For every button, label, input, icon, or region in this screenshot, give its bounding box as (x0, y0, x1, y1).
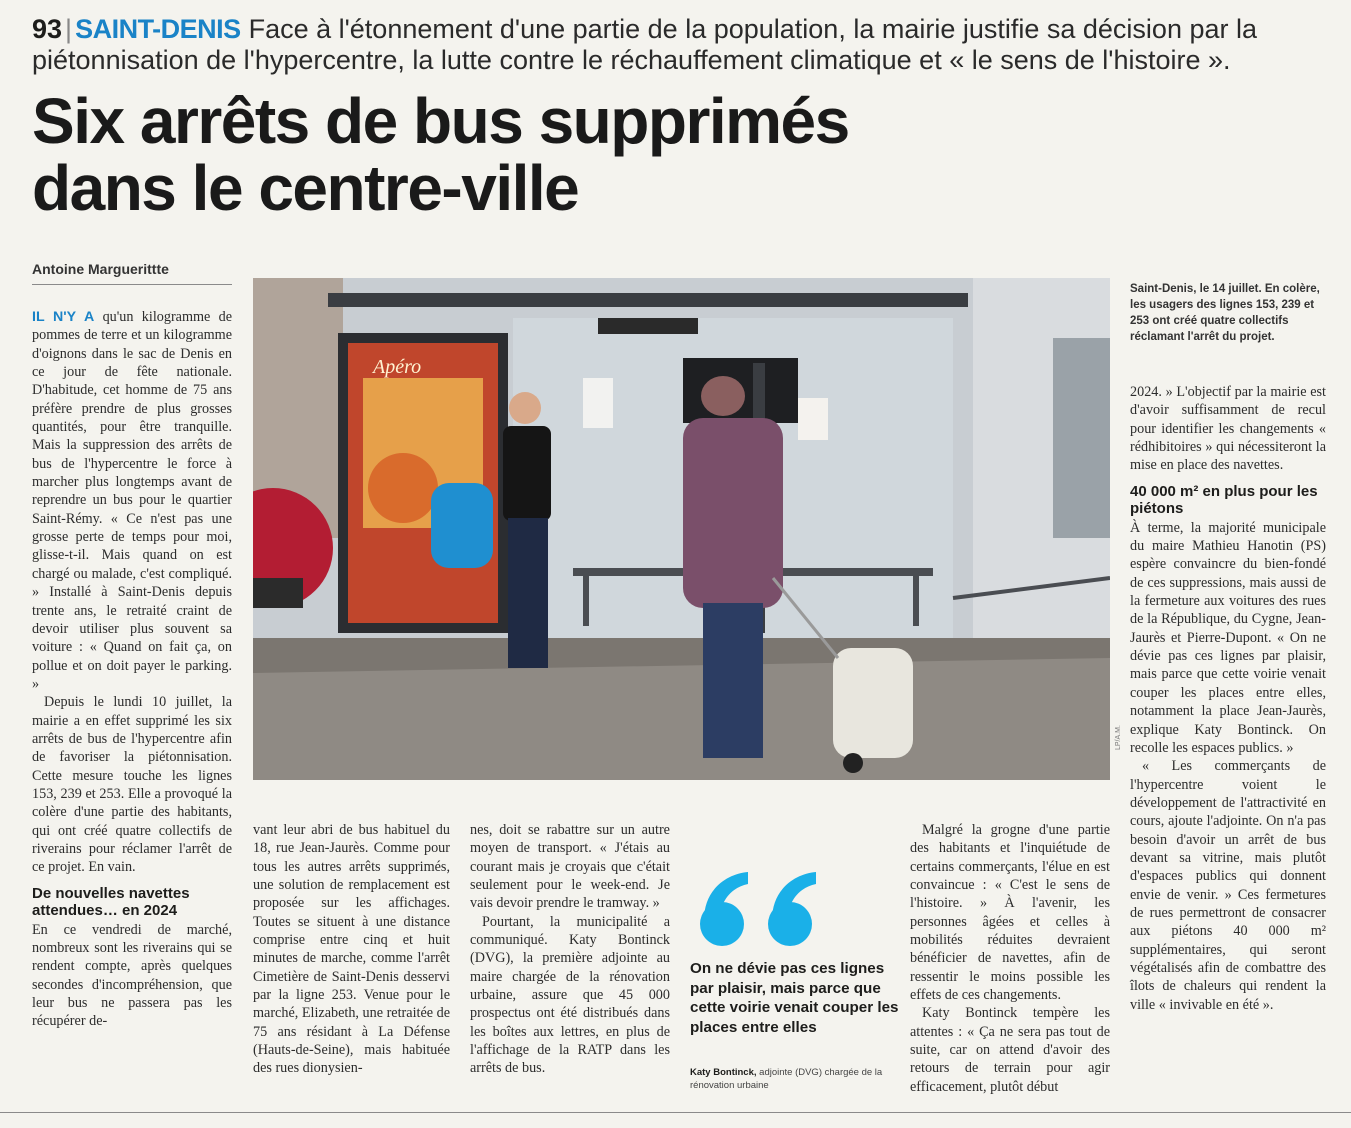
section-separator: | (65, 14, 73, 44)
quote-author: Katy Bontinck, (690, 1067, 757, 1078)
subheading: De nouvelles navettes attendues… en 2024 (32, 884, 190, 919)
lead-in: IL N'Y A (32, 309, 95, 325)
section-name: SAINT-DENIS (75, 14, 241, 44)
pull-quote: On ne dévie pas ces lignes par plaisir, mais parce que cette voirie venait couper les places entre elles (690, 960, 899, 1036)
article-column-1 (32, 308, 232, 1031)
photo-caption: Saint-Denis, le 14 juillet. En colère, les usagers des lignes 153, 239 et 253 ont créé quatre collectifs réclamant l'arrêt du projet. (1130, 283, 1320, 343)
photo-credit: LP/A.M. (1115, 725, 1122, 750)
subheading: 40 000 m² en plus pour les piétons (1130, 482, 1318, 517)
paragraph-text: qu'un kilogramme de pommes de terre et un kilogramme d'oignons dans le sac de Denis en ce jour de fête nationale. D'habitude, cet homme de 75 ans préfère prendre de plus grosses quantités, pour être tranquille. Mais la suppression des arrêts de bus de l'hypercentre le force à marcher plus longtemps avant de reprendre un bus pour le quartier Saint-Rémy. « Ce n'est pas une grosse perte de temps pour moi, glisse-t-il. Mais quand on est chargé ou malade, c'est compliqué. » Installé à Saint-Denis depuis trente ans, le retraité craint de devoir utiliser plus souvent sa voiture : « Quand on fait ça, on pollue et on doit payer le parking. » (32, 309, 233, 692)
paragraph: « Les commerçants de l'hypercentre voient le développement de l'attractivité en cours, ajoute l'adjointe. On n'a pas besoin d'avoir un arrêt de bus devant sa vitrine, mais plutôt d'espaces publics qui donnent envie de venir. » Ces fermetures de rues permettront de consacrer aux piétons 40 000 m² supplémentaires, qui seront végétalisés afin de combattre des îlots de chaleurs qui rendent la ville « invivable en été ». (1130, 758, 1326, 1013)
chapo-line (32, 14, 1332, 76)
paragraph: Katy Bontinck tempère les attentes : « Ça ne sera pas tout de suite, car on attend d'avoir des retours de terrain pour agir efficacement, plutôt début (910, 1005, 1110, 1095)
paragraph: Pourtant, la municipalité a communiqué. Katy Bontinck (DVG), la première adjointe au maire chargée de la rénovation urbaine, assure que 45 000 prospectus ont été distribués dans les boîtes aux lettres, en plus de l'affichage de la RATP dans les arrêts de bus. (470, 913, 670, 1077)
author-byline: Antoine Marguerittte (32, 261, 169, 277)
shopping-cart (833, 648, 913, 758)
headline (32, 85, 1032, 224)
paragraph: À terme, la majorité municipale du maire Mathieu Hanotin (PS) espère convaincre du bien-fondé de ces suppressions, mais aussi de la fermeture aux voitures des rues de la République, du Cygne, Jean-Jaurès et Pierre-Dupont. « On ne dévie pas ces lignes par plaisir, mais parce que cette voirie venait couper les places entre elles, notamment la place Jean-Jaurès, explique Katy Bontinck. On recolle les espaces publics. » (1130, 519, 1326, 756)
chapo-text: Face à l'étonnement d'une partie de la population, la mairie justifie sa décision par la piétonnisation de l'hypercentre, la lutte contre le réchauffement climatique et « le sens de l'histoire ». (32, 14, 1258, 75)
poster-title: Apéro (373, 356, 422, 378)
byline-rule (32, 284, 232, 285)
quote-mark-icon (690, 868, 830, 948)
article-column-4 (910, 821, 1110, 1096)
quote-role: adjointe (DVG) chargée de la rénovation urbaine (690, 1067, 883, 1091)
paragraph: Depuis le lundi 10 juillet, la mairie a en effet supprimé les six arrêts de bus de l'hypercentre afin de favoriser la piétonnisation. Cette mesure touche les lignes 153, 239 et 253. Elle a provoqué la colère d'une partie des habitants, qui ont créé quatre collectifs de riverains pour réclamer l'arrêt de ce projet. En vain. (32, 694, 232, 876)
article-column-3 (470, 821, 670, 1078)
paragraph: 2024. » L'objectif par la mairie est d'avoir suffisamment de recul pour identifier les changements « rédhibitoires » qui nécessiteront la mise en place des navettes. (1130, 384, 1326, 474)
headline-line-2: dans le centre-ville (32, 152, 579, 224)
paragraph: Malgré la grogne d'une partie des habitants et l'inquiétude de certains commerçants, l'élue en est convaincue : « C'est le sens de l'histoire. » À l'avenir, les personnes âgées et celles à mobilités réduites devraient bénéficier de navettes, afin de ressentir le moins possible les effets de ces changements. (910, 822, 1110, 1004)
quote-attribution (690, 1066, 900, 1092)
paragraph: vant leur abri de bus habituel du 18, rue Jean-Jaurès. Comme pour tous les autres arrêts supprimés, une solution de remplacement est proposée sur les affichages. Toutes se situent à une distance comprise entre cinq et huit minutes de marche, comme l'arrêt Cimetière de Saint-Denis desservi par la ligne 253. Venue pour le marché, Elizabeth, une retraitée de 75 ans résidant à La Défense (Hauts-de-Seine), mais habituée des rues dionysien- (253, 822, 450, 1077)
article-column-2 (253, 821, 450, 1078)
blue-bag (431, 483, 493, 568)
photo-bus-shelter (253, 278, 1110, 780)
paragraph (32, 308, 232, 693)
paragraph: nes, doit se rabattre sur un autre moyen de transport. « J'étais au courant mais je croyais que c'était seulement pour le week-end. Je vais devoir prendre le tramway. » (470, 822, 670, 912)
article-column-5 (1130, 383, 1326, 1014)
headline-line-1: Six arrêts de bus supprimés (32, 85, 849, 157)
department-number: 93 (32, 14, 63, 44)
page-bottom-rule (0, 1112, 1351, 1113)
paragraph: En ce vendredi de marché, nombreux sont les riverains qui se rendent compte, après quelques secondes d'incompréhension, que leur bus ne passera pas les récupérer de- (32, 921, 232, 1030)
